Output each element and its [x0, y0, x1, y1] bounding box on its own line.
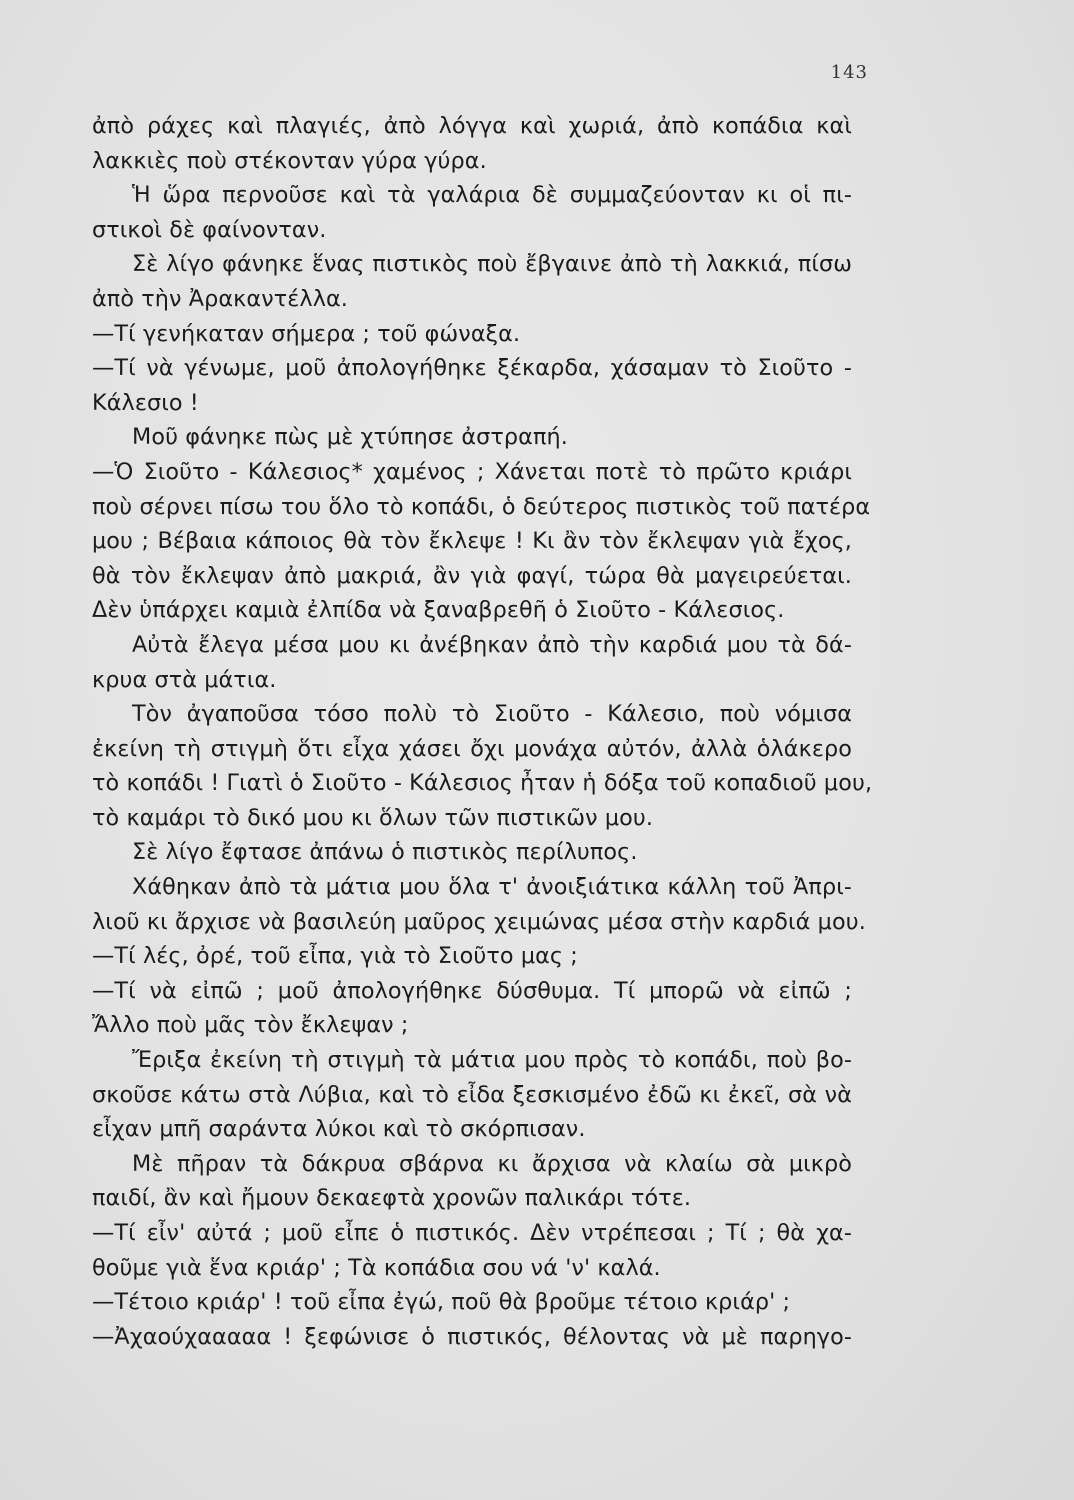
text-line: Σὲ λίγο φάνηκε ἕνας πιστικὸς ποὺ ἔβγαινε ἀπὸ τὴ λακκιά, πίσω: [132, 251, 852, 278]
text-line: λιοῦ κι ἄρχισε νὰ βασιλεύη μαῦρος χειμώνας μέσα στὴν καρδιά μου.: [92, 908, 866, 935]
text-line: —Τί εἶν' αὐτά ; μοῦ εἶπε ὁ πιστικός. Δὲν ντρέπεσαι ; Τί ; θὰ χα-: [92, 1220, 852, 1246]
text-line: Μὲ πῆραν τὰ δάκρυα σβάρνα κι ἄρχισα νὰ κλαίω σὰ μικρὸ: [132, 1150, 852, 1177]
text-line: λακκιὲς ποὺ στέκονταν γύρα γύρα.: [92, 147, 487, 174]
text-line: —Τί γενήκαταν σήμερα ; τοῦ φώναξα.: [92, 320, 521, 347]
text-line: σκοῦσε κάτω στὰ Λύβια, καὶ τὸ εἶδα ξεσκισμένο ἐδῶ κι ἐκεῖ, σὰ νὰ: [92, 1081, 852, 1108]
text-line: Κάλεσιο !: [92, 389, 199, 416]
text-line: ἀπὸ τὴν Ἀρακαντέλλα.: [92, 285, 348, 312]
text-line: Τὸν ἀγαποῦσα τόσο πολὺ τὸ Σιοῦτο - Κάλεσιο, ποὺ νόμισα: [132, 701, 852, 728]
text-line: θὰ τὸν ἔκλεψαν ἀπὸ μακριά, ἂν γιὰ φαγί, τώρα θὰ μαγειρεύεται.: [92, 562, 852, 589]
text-line: Δὲν ὑπάρχει καμιὰ ἐλπίδα νὰ ξαναβρεθῆ ὁ Σιοῦτο - Κάλεσιος.: [92, 597, 785, 624]
text-body: [92, 109, 873, 1354]
text-line: ἀπὸ ράχες καὶ πλαγιές, ἀπὸ λόγγα καὶ χωριά, ἀπὸ κοπάδια καὶ: [92, 113, 852, 139]
text-line: —Τέτοιο κριάρ' ! τοῦ εἶπα ἐγώ, ποῦ θὰ βροῦμε τέτοιο κριάρ' ;: [92, 1289, 791, 1316]
text-line: θοῦμε γιὰ ἕνα κριάρ' ; Τὰ κοπάδια σου νά 'ν' καλά.: [92, 1254, 661, 1281]
text-line: μου ; Βέβαια κάποιος θὰ τὸν ἔκλεψε ! Κι ἂν τὸν ἔκλεψαν γιὰ ἔχος,: [92, 528, 852, 555]
page-number: 143: [830, 62, 868, 83]
text-line: —Ἀχαούχααααα ! ξεφώνισε ὁ πιστικός, θέλοντας νὰ μὲ παρηγο-: [92, 1323, 852, 1350]
text-line: Ἄλλο ποὺ μᾶς τὸν ἔκλεψαν ;: [92, 1012, 409, 1039]
text-line: στικοὶ δὲ φαίνονταν.: [92, 216, 327, 243]
text-line: ποὺ σέρνει πίσω του ὅλο τὸ κοπάδι, ὁ δεύτερος πιστικὸς τοῦ πατέρα: [92, 493, 871, 520]
text-line: τὸ καμάρι τὸ δικό μου κι ὅλων τῶν πιστικῶν μου.: [92, 804, 654, 831]
text-line: Μοῦ φάνηκε πὼς μὲ χτύπησε ἀστραπή.: [132, 424, 568, 451]
text-line: —Τί νὰ γένωμε, μοῦ ἀπολογήθηκε ξέκαρδα, χάσαμαν τὸ Σιοῦτο -: [92, 355, 852, 382]
text-line: Ἔριξα ἐκείνη τὴ στιγμὴ τὰ μάτια μου πρὸς τὸ κοπάδι, ποὺ βο-: [132, 1047, 852, 1074]
text-line: παιδί, ἂν καὶ ἤμουν δεκαεφτὰ χρονῶν παλικάρι τότε.: [92, 1185, 692, 1212]
text-line: Ἡ ὥρα περνοῦσε καὶ τὰ γαλάρια δὲ συμμαζεύονταν κι οἱ πι-: [132, 182, 852, 209]
text-line: —Ὁ Σιοῦτο - Κάλεσιος* χαμένος ; Χάνεται ποτὲ τὸ πρῶτο κριάρι: [92, 458, 852, 485]
text-line: —Τί λές, ὀρέ, τοῦ εἶπα, γιὰ τὸ Σιοῦτο μας ;: [92, 943, 578, 970]
text-line: Σὲ λίγο ἔφτασε ἀπάνω ὁ πιστικὸς περίλυπος.: [132, 839, 638, 866]
text-line: Αὐτὰ ἔλεγα μέσα μου κι ἀνέβηκαν ἀπὸ τὴν καρδιά μου τὰ δά-: [132, 631, 852, 658]
text-line: τὸ κοπάδι ! Γιατὶ ὁ Σιοῦτο - Κάλεσιος ἦταν ἡ δόξα τοῦ κοπαδιοῦ μου,: [92, 770, 873, 797]
text-line: —Τί νὰ εἰπῶ ; μοῦ ἀπολογήθηκε δύσθυμα. Τί μπορῶ νὰ εἰπῶ ;: [92, 977, 852, 1004]
text-line: Χάθηκαν ἀπὸ τὰ μάτια μου ὅλα τ' ἀνοιξιάτικα κάλλη τοῦ Ἀπρι-: [132, 874, 852, 901]
text-line: ἐκείνη τὴ στιγμὴ ὅτι εἶχα χάσει ὄχι μονάχα αὐτόν, ἀλλὰ ὁλάκερο: [92, 735, 852, 762]
text-line: εἶχαν μπῆ σαράντα λύκοι καὶ τὸ σκόρπισαν.: [92, 1116, 586, 1143]
text-line: κρυα στὰ μάτια.: [92, 666, 277, 693]
